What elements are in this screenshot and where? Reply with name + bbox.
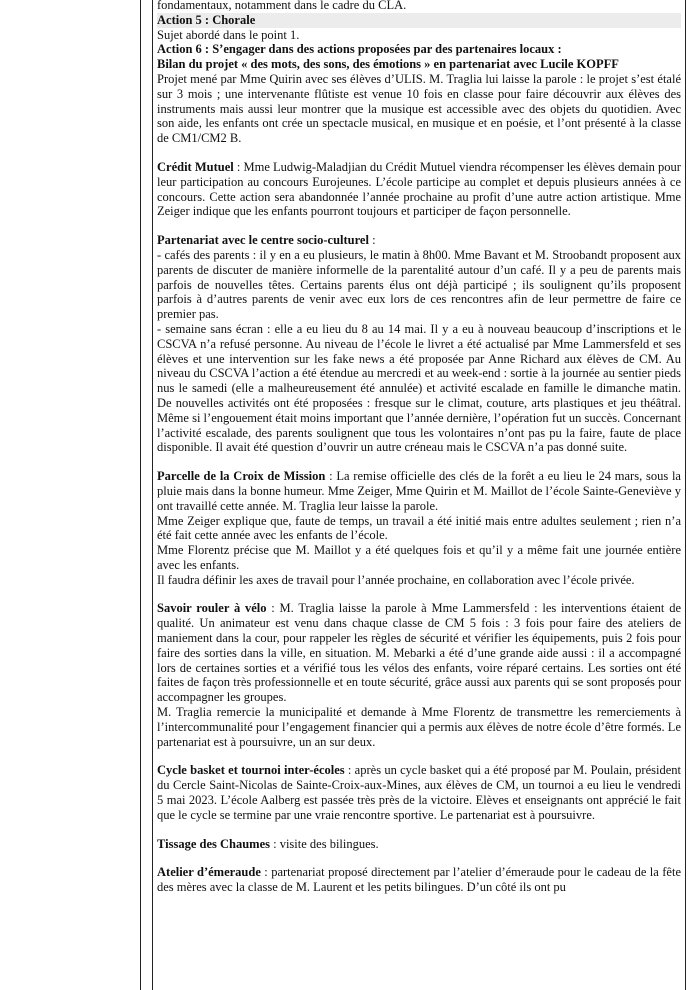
partenariat-colon: : bbox=[368, 233, 376, 248]
document-content bbox=[157, 0, 681, 895]
semaine-sans-ecran-paragraph: - semaine sans écran : elle a eu lieu du 8 au 14 mai. Il y a eu à nouveau beaucoup d’inscriptions et le CSCVA n’a refusé personne. Au niveau de l’école le livret a été actualisé par Mme Lammersfeld et ses élèves et une intervention sur les fake news a été proposée par Anne Richard aux élèves de CM. Au niveau du CSCVA l’action a été étendue au mercredi et au week-end : sortie à la journée au sentier pieds nus le samedi (elle a malheureusement été annulée) et activité escalade en famille le dimanche matin. De nouvelles activités ont été proposées : fresque sur le climat, couture, arts plastiques et jeu théâtral. Même si l’engouement était moins important que l’année dernière, l’opération fut un succès. Concernant l’activité escalade, des parents soulignent que tous les volontaires n’ont pas pu la faire, faute de place disponible. Il avait été question d’ouvrir un autre créneau mais le CSCVA n’a pas donné suite. bbox=[157, 321, 681, 455]
cafes-parents-paragraph: - cafés des parents : il y en a eu plusieurs, le matin à 8h00. Mme Bavant et M. Stroobandt proposent aux parents de discuter de manière informelle de la parentalité autour d’un café. Il y a peu de parents mais parfois de nouvelles têtes. Certains parents élus ont déjà participé ; ils soulignent qu’ils proposent parfois à d’autres parents de venir avec eux lors de ces rencontres afin de leur permettre de faire ce premier pas. bbox=[157, 247, 681, 322]
velo-paragraph bbox=[157, 601, 681, 705]
credit-mutuel-paragraph bbox=[157, 160, 681, 219]
atelier-heading: Atelier d’émeraude bbox=[157, 865, 261, 880]
parcelle-paragraph-3: Mme Florentz précise que M. Maillot y a été quelques fois et qu’il y a même fait une journée entière avec les enfants. bbox=[157, 543, 681, 572]
parcelle-heading: Parcelle de la Croix de Mission bbox=[157, 469, 326, 484]
bilan-paragraph: Projet mené par Mme Quirin avec ses élèves d’ULIS. M. Traglia lui laisse la parole : le projet s’est étalé sur 3 mois ; une intervenante flûtiste est venue 10 fois en classe pour faire découvrir aux élèves des instruments mais aussi leur montrer que la musique est accessible avec des objets du quotidien. Avec son aide, les enfants ont crée un spectacle musical, en musique et en poésie, et l’ont présenté à la classe de CM1/CM2 B. bbox=[157, 71, 681, 146]
parcelle-paragraph bbox=[157, 469, 681, 513]
text-line: Sujet abordé dans le point 1. bbox=[157, 27, 300, 42]
bilan-heading: Bilan du projet « des mots, des sons, des émotions » en partenariat avec Lucile KOPFF bbox=[157, 57, 619, 72]
tissage-heading: Tissage des Chaumes bbox=[157, 836, 270, 851]
action-5-heading: Action 5 : Chorale bbox=[157, 13, 681, 28]
parcelle-paragraph-2: Mme Zeiger explique que, faute de temps, un travail a été initié mais entre adultes seulement ; rien n’a été fait cette année avec les enfants de l’école. bbox=[157, 513, 681, 543]
velo-heading: Savoir rouler à vélo bbox=[157, 601, 267, 616]
table-border-right bbox=[685, 0, 686, 990]
velo-paragraph-2: M. Traglia remercie la municipalité et demande à Mme Florentz de transmettre les remerciements à l’intercommunalité pour l’engagement financier qui a permis aux élèves de notre école d’être formés. Le partenariat est à poursuivre, un an sur deux. bbox=[157, 705, 681, 749]
parcelle-text: : La remise officielle des clés de la forêt a eu lieu le 24 mars, sous la pluie mais dans la bonne humeur. Mme Zeiger, Mme Quirin et M. Maillot de l’école Sainte-Geneviève y ont travaillé cette année. M. Traglia leur laisse la parole. bbox=[157, 469, 681, 513]
tissage-paragraph bbox=[157, 837, 681, 852]
action-6-heading: Action 6 : S’engager dans des actions proposées par des partenaires locaux : bbox=[157, 42, 562, 57]
velo-text: : M. Traglia laisse la parole à Mme Lammersfeld : les interventions étaient de qualité. Un animateur est venu dans chaque classe de CM 5 fois : 3 fois pour faire des ateliers de maniement dans la cour, pour rappeler les règles de sécurité et vérifier les équipements, puis 2 fois pour faire des sorties dans la ville, en situation. M. Mebarki a été d’une grande aide aussi : il a accompagné lors de certaines sorties et a vérifié tous les vélos des enfants, voire réparé certains. Les sorties ont été faites de façon très professionnelle et en toute sécurité, grâce aussi aux parents qui se sont proposés pour accompagner les groupes. bbox=[157, 601, 681, 705]
atelier-paragraph bbox=[157, 865, 681, 895]
table-border-column bbox=[152, 0, 153, 990]
partenariat-heading: Partenariat avec le centre socio-culturel bbox=[157, 233, 369, 248]
text-line: fondamentaux, notamment dans le cadre du CLA. bbox=[157, 0, 407, 12]
credit-mutuel-heading: Crédit Mutuel bbox=[157, 159, 234, 174]
atelier-text: : partenariat proposé directement par l’atelier d’émeraude pour le cadeau de la fête des mères avec la classe de M. Laurent et les petits bilingues. D’un côté ils ont pu bbox=[157, 865, 681, 895]
credit-mutuel-text: : Mme Ludwig-Maladjian du Crédit Mutuel viendra récompenser les élèves demain pour leur participation au concours Eurojeunes. L’école participe au complet et depuis plusieurs années à ce concours. Cette action sera abandonnée l’année prochaine au profit d’une autre action artistique. Mme Zeiger indique que les enfants pourront toujours et participer de façon personnelle. bbox=[157, 159, 681, 219]
basket-heading: Cycle basket et tournoi inter-écoles bbox=[157, 763, 345, 778]
tissage-text: : visite des bilingues. bbox=[269, 836, 379, 851]
partenariat-heading-line bbox=[157, 233, 681, 248]
basket-paragraph bbox=[157, 763, 681, 822]
basket-text: : après un cycle basket qui a été proposé par M. Poulain, président du Cercle Saint-Nicolas de Sainte-Croix-aux-Mines, aux élèves de CM, un tournoi a eu lieu le vendredi 5 mai 2023. L’école Aalberg est passée très près de la victoire. Elèves et enseignants ont apprécié le fait que le cycle se termine par une vraie rencontre sportive. Le partenariat est à poursuivre. bbox=[157, 763, 681, 822]
parcelle-paragraph-4: Il faudra définir les axes de travail pour l’année prochaine, en collaboration avec l’école privée. bbox=[157, 572, 635, 587]
table-border-left bbox=[140, 0, 141, 990]
